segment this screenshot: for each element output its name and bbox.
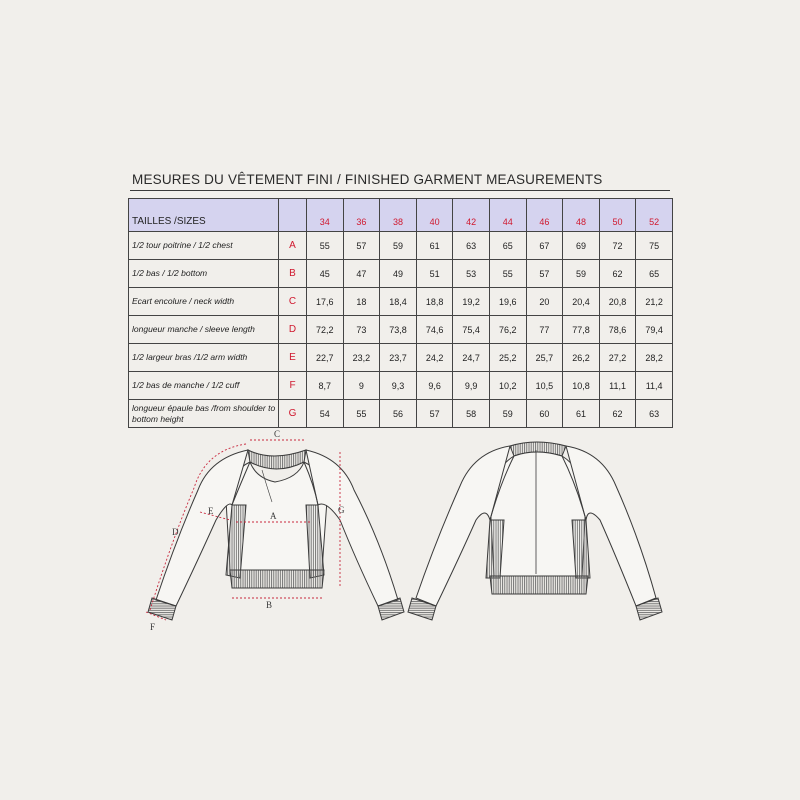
measurement-cell: 62 — [599, 260, 636, 288]
measurement-cell: 59 — [380, 232, 417, 260]
measurement-cell: 55 — [307, 232, 344, 260]
measurement-cell: 21,2 — [636, 288, 673, 316]
label-e: E — [208, 506, 214, 516]
measurement-cell: 10,5 — [526, 372, 563, 400]
measurement-cell: 25,2 — [489, 344, 526, 372]
measurement-cell: 61 — [416, 232, 453, 260]
measurement-cell: 20,4 — [563, 288, 600, 316]
measurement-cell: 74,6 — [416, 316, 453, 344]
back-bottom-band — [490, 576, 588, 594]
measurement-cell: 27,2 — [599, 344, 636, 372]
sizes-header: TAILLES /SIZES — [129, 199, 279, 232]
measurement-cell: 18 — [343, 288, 380, 316]
measurement-cell: 22,7 — [307, 344, 344, 372]
measurement-cell: 26,2 — [563, 344, 600, 372]
front-view — [148, 450, 404, 620]
row-letter: C — [279, 288, 307, 316]
measurement-cell: 19,6 — [489, 288, 526, 316]
measurement-cell: 11,1 — [599, 372, 636, 400]
front-bottom-band — [230, 570, 324, 588]
measurement-cell: 69 — [563, 232, 600, 260]
size-header-50: 50 — [599, 199, 636, 232]
measurement-cell: 73 — [343, 316, 380, 344]
row-label: 1/2 bas / 1/2 bottom — [129, 260, 279, 288]
row-label: Ecart encolure / neck width — [129, 288, 279, 316]
measurement-cell: 24,7 — [453, 344, 490, 372]
measurement-cell: 59 — [563, 260, 600, 288]
size-header-42: 42 — [453, 199, 490, 232]
row-letter: B — [279, 260, 307, 288]
row-letter: E — [279, 344, 307, 372]
size-header-44: 44 — [489, 199, 526, 232]
measurement-cell: 57 — [343, 232, 380, 260]
measurement-cell: 78,6 — [599, 316, 636, 344]
measurement-cell: 10,2 — [489, 372, 526, 400]
label-f: F — [150, 622, 156, 632]
measurement-cell: 60 — [526, 400, 563, 428]
front-neckband — [248, 450, 306, 469]
measurement-cell: 23,7 — [380, 344, 417, 372]
page-title: MESURES DU VÊTEMENT FINI / FINISHED GARMENT MEASUREMENTS — [132, 172, 603, 187]
row-label: 1/2 largeur bras /1/2 arm width — [129, 344, 279, 372]
measurement-cell: 77 — [526, 316, 563, 344]
row-letter: A — [279, 232, 307, 260]
measurement-cell: 20 — [526, 288, 563, 316]
measurement-cell: 76,2 — [489, 316, 526, 344]
measurement-cell: 53 — [453, 260, 490, 288]
row-label: 1/2 bas de manche / 1/2 cuff — [129, 372, 279, 400]
measurement-cell: 18,4 — [380, 288, 417, 316]
row-label: 1/2 tour poitrine / 1/2 chest — [129, 232, 279, 260]
measurement-cell: 11,4 — [636, 372, 673, 400]
measurement-cell: 56 — [380, 400, 417, 428]
measurement-cell: 67 — [526, 232, 563, 260]
measurement-cell: 62 — [599, 400, 636, 428]
measurement-cell: 49 — [380, 260, 417, 288]
measurement-cell: 9,3 — [380, 372, 417, 400]
label-b: B — [266, 600, 273, 610]
measurement-cell: 28,2 — [636, 344, 673, 372]
measurement-cell: 25,7 — [526, 344, 563, 372]
label-d: D — [172, 527, 179, 537]
measurement-cell: 55 — [343, 400, 380, 428]
measurement-cell: 51 — [416, 260, 453, 288]
measurement-cell: 65 — [489, 232, 526, 260]
size-header-46: 46 — [526, 199, 563, 232]
measurement-cell: 10,8 — [563, 372, 600, 400]
measurement-cell: 77,8 — [563, 316, 600, 344]
measurement-cell: 23,2 — [343, 344, 380, 372]
measurement-cell: 17,6 — [307, 288, 344, 316]
measurement-cell: 59 — [489, 400, 526, 428]
measurement-cell: 63 — [636, 400, 673, 428]
size-header-34: 34 — [307, 199, 344, 232]
label-a: A — [270, 511, 277, 521]
measurement-cell: 73,8 — [380, 316, 417, 344]
label-c: C — [274, 429, 281, 439]
back-body — [490, 452, 586, 576]
measurement-cell: 75,4 — [453, 316, 490, 344]
size-header-38: 38 — [380, 199, 417, 232]
measurement-cell: 72,2 — [307, 316, 344, 344]
row-letter: G — [279, 400, 307, 428]
row-label: longueur épaule bas /from shoulder to bottom height — [129, 400, 279, 428]
measurement-cell: 54 — [307, 400, 344, 428]
measurement-cell: 57 — [416, 400, 453, 428]
measurement-cell: 19,2 — [453, 288, 490, 316]
measurement-cell: 24,2 — [416, 344, 453, 372]
measurement-cell: 55 — [489, 260, 526, 288]
measurement-cell: 65 — [636, 260, 673, 288]
size-header-36: 36 — [343, 199, 380, 232]
measurement-cell: 57 — [526, 260, 563, 288]
measurement-cell: 72 — [599, 232, 636, 260]
measurement-cell: 20,8 — [599, 288, 636, 316]
measurement-cell: 45 — [307, 260, 344, 288]
measurement-cell: 79,4 — [636, 316, 673, 344]
size-header-52: 52 — [636, 199, 673, 232]
size-header-48: 48 — [563, 199, 600, 232]
back-view — [408, 442, 662, 620]
measurement-cell: 63 — [453, 232, 490, 260]
measurement-cell: 18,8 — [416, 288, 453, 316]
measurement-cell: 75 — [636, 232, 673, 260]
measurement-cell: 8,7 — [307, 372, 344, 400]
measurement-cell: 9,9 — [453, 372, 490, 400]
size-header-40: 40 — [416, 199, 453, 232]
measurement-cell: 47 — [343, 260, 380, 288]
measurement-cell: 9,6 — [416, 372, 453, 400]
row-label: longueur manche / sleeve length — [129, 316, 279, 344]
measurement-cell: 9 — [343, 372, 380, 400]
row-letter: F — [279, 372, 307, 400]
row-letter: D — [279, 316, 307, 344]
measurement-cell: 58 — [453, 400, 490, 428]
label-g: G — [338, 505, 345, 515]
measurement-cell: 61 — [563, 400, 600, 428]
